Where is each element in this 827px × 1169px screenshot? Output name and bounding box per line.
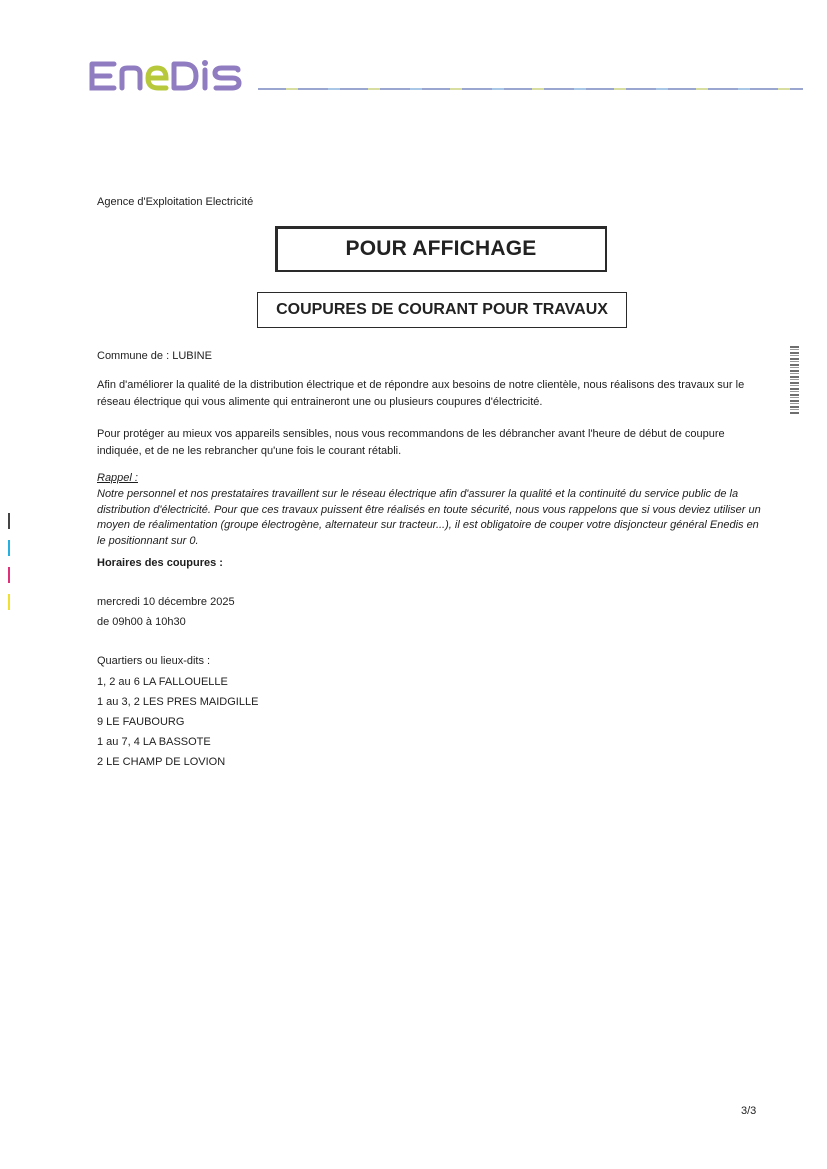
print-mark-magenta	[8, 567, 10, 583]
list-item: 1, 2 au 6 LA FALLOUELLE	[97, 676, 228, 688]
title-box	[275, 226, 607, 272]
enedis-logo	[88, 56, 248, 96]
header-rule	[258, 88, 803, 90]
quartiers-list	[97, 674, 258, 774]
list-item: 1 au 3, 2 LES PRES MAIDGILLE	[97, 696, 259, 708]
list-item: 2 LE CHAMP DE LOVION	[97, 756, 226, 768]
advice-paragraph: Pour protéger au mieux vos appareils sensibles, nous vous recommandons de les débrancher avant l'heure de début de coupure indiquée, et de ne les rebrancher qu'une fois le courant rétabli.	[97, 428, 725, 457]
intro-paragraph: Afin d'améliorer la qualité de la distribution électrique et de répondre aux besoins de notre clientèle, nous réalisons des travaux sur le réseau électrique qui vous alimente qui entraineront une ou plusieurs coupures d'électricité.	[97, 379, 745, 408]
page-number: 3/3	[741, 1105, 757, 1117]
horaires-heading: Horaires des coupures :	[97, 557, 223, 569]
print-mark-yellow	[8, 594, 10, 610]
quartiers-heading: Quartiers ou lieux-dits :	[97, 655, 211, 667]
page-subtitle: COUPURES DE COURANT POUR TRAVAUX	[276, 301, 608, 318]
scan-barcode	[790, 346, 799, 414]
list-item: 9 LE FAUBOURG	[97, 716, 185, 728]
outage-time: de 09h00 à 10h30	[97, 616, 186, 628]
subtitle-box	[257, 292, 627, 328]
rappel-title: Rappel :	[97, 472, 138, 484]
commune-line: Commune de : LUBINE	[97, 350, 212, 362]
outage-date: mercredi 10 décembre 2025	[97, 596, 235, 608]
page-title: POUR AFFICHAGE	[345, 237, 537, 260]
print-mark-black	[8, 513, 10, 529]
agency-name: Agence d'Exploitation Electricité	[97, 196, 254, 208]
list-item: 1 au 7, 4 LA BASSOTE	[97, 736, 211, 748]
rappel-text: Notre personnel et nos prestataires travaillent sur le réseau électrique afin d'assurer la qualité et la continuité du service public de la distribution d'électricité. Pour que ces travaux puissent être réalisés en toute sécurité, nous vous rappelons que si vous deviez utiliser un moyen de réalimentation (groupe électrogène, alternateur sur tracteur...), il est obligatoire de couper votre disjoncteur général Enedis en le positionnant sur 0.	[97, 488, 761, 547]
print-mark-cyan	[8, 540, 10, 556]
